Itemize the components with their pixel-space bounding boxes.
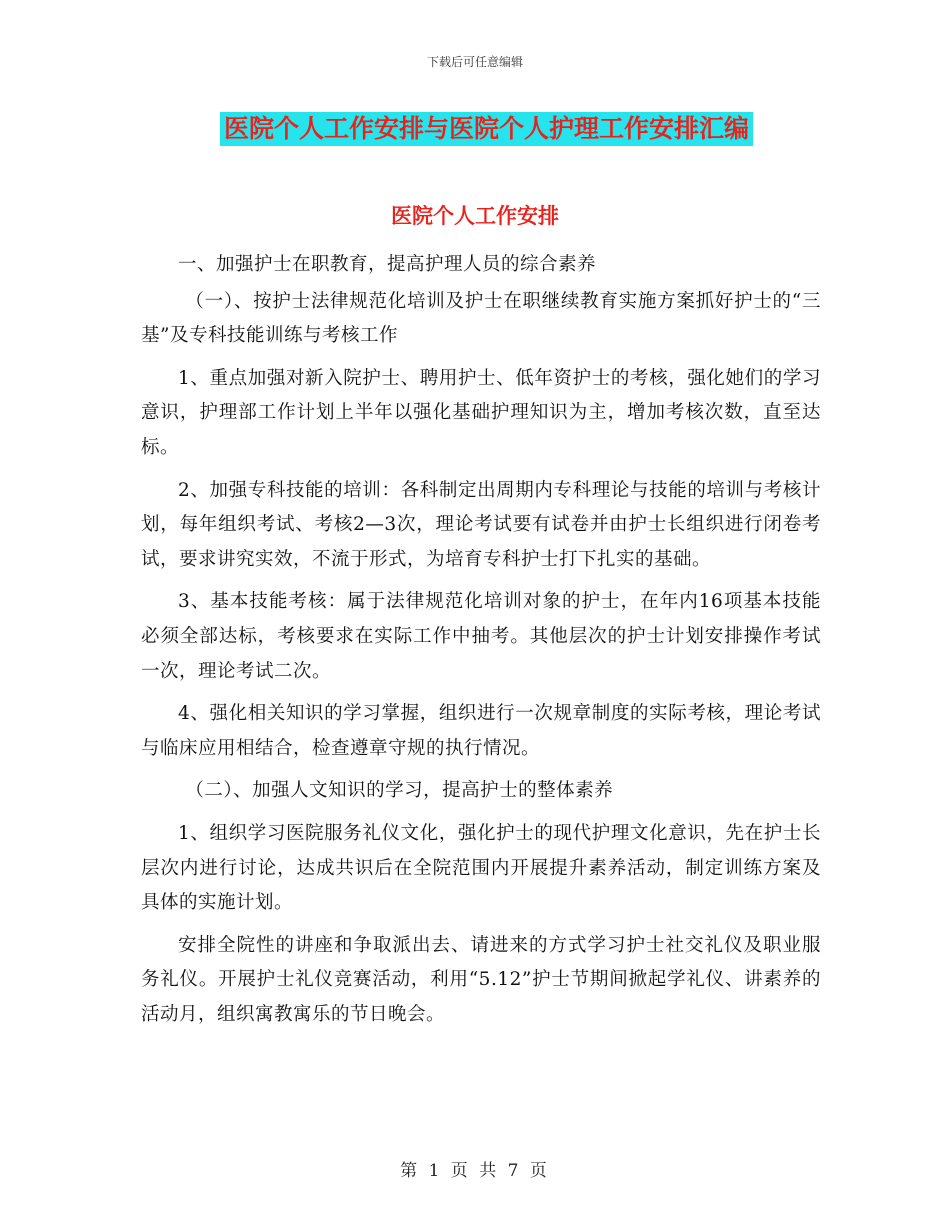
section-title: 医院个人工作安排: [391, 204, 559, 228]
paragraph: 3、基本技能考核：属于法律规范化培训对象的护士，在年内16项基本技能必须全部达标，考核要求在实际工作中抽考。其他层次的护士计划安排操作考试一次，理论考试二次。: [141, 591, 821, 682]
heading-level-2: （一）、按护士法律规范化培训及护士在职继续教育实施方案抓好护士的“三基”及专科技能训练与考核工作: [141, 290, 821, 347]
paragraph: 1、组织学习医院服务礼仪文化，强化护士的现代护理文化意识，先在护士长层次内进行讨论，达成共识后在全院范围内开展提升素养活动，制定训练方案及具体的实施计划。: [141, 822, 821, 914]
heading-level-1: 一、加强护士在职教育，提高护理人员的综合素养: [178, 254, 597, 275]
page-footer: 第 1 页 共 7 页: [400, 1161, 550, 1181]
paragraph: 安排全院性的讲座和争取派出去、请进来的方式学习护士社交礼仪及职业服务礼仪。开展护士礼仪竞赛活动，利用“5.12”护士节期间掀起学礼仪、讲素养的活动月，组织寓教寓乐的节日晚会。: [141, 934, 821, 1025]
header-note: 下载后可任意编辑: [426, 55, 523, 69]
paragraph: 4、强化相关知识的学习掌握，组织进行一次规章制度的实际考核，理论考试与临床应用相结合，检查遵章守规的执行情况。: [141, 703, 821, 759]
paragraph: 1、重点加强对新入院护士、聘用护士、低年资护士的考核，强化她们的学习意识，护理部工作计划上半年以强化基础护理知识为主，增加考核次数，直至达标。: [141, 367, 821, 458]
heading-level-2: （二）、加强人文知识的学习，提高护士的整体素养: [185, 780, 614, 802]
paragraph: 2、加强专科技能的培训：各科制定出周期内专科理论与技能的培训与考核计划，每年组织考试、考核2—3次，理论考试要有试卷并由护士长组织进行闭卷考试，要求讲究实效，不流于形式，为培育专科护士打下扎实的基础。: [141, 479, 821, 570]
document-title: 医院个人工作安排与医院个人护理工作安排汇编: [220, 112, 753, 146]
body-text: [141, 248, 821, 1040]
